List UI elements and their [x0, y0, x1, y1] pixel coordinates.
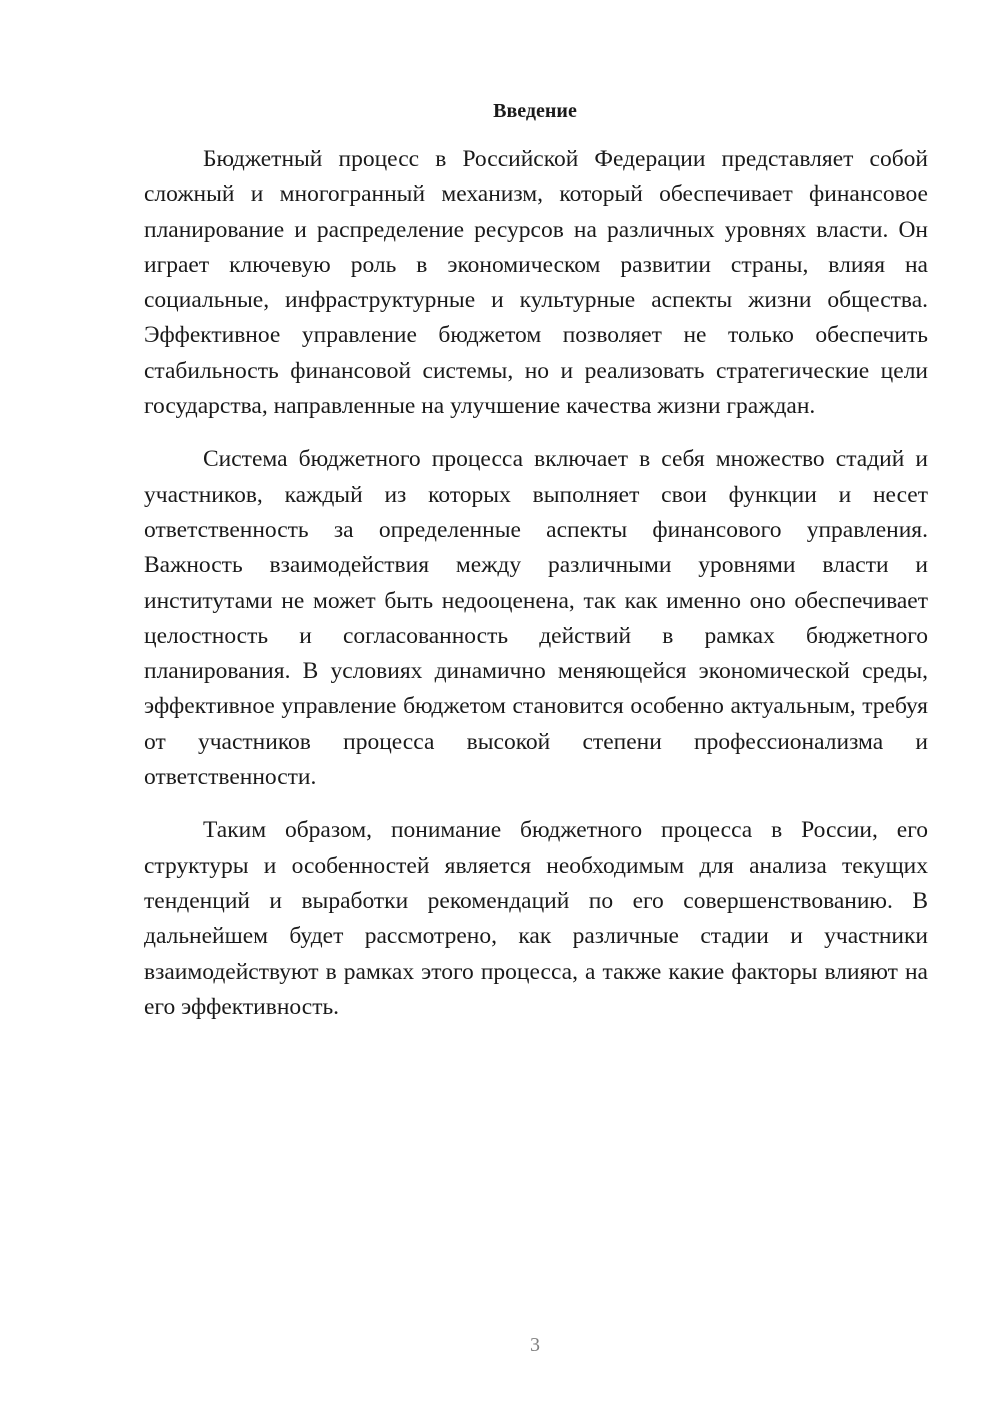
page-number: 3	[530, 1334, 540, 1356]
paragraph: Бюджетный процесс в Российской Федерации представляет собой сложный и многогранный механизм, который обеспечивает финансовое планирование и распределение ресурсов на различных уровнях власти. Он играет ключевую роль в экономическом развитии страны, влияя на социальные, инфраструктурные и культурные аспекты жизни общества. Эффективное управление бюджетом позволяет не только обеспечить стабильность финансовой системы, но и реализовать стратегические цели государства, направленные на улучшение качества жизни граждан.	[144, 146, 928, 420]
body-text	[144, 142, 928, 1043]
paragraph: Таким образом, понимание бюджетного процесса в России, его структуры и особенностей является необходимым для анализа текущих тенденций и выработки рекомендаций по его совершенствованию. В дальнейшем будет рассмотрено, как различные стадии и участники взаимодействуют в рамках этого процесса, а также какие факторы влияют на его эффективность.	[144, 817, 928, 1020]
section-heading: Введение	[493, 100, 577, 122]
paragraph: Система бюджетного процесса включает в себя множество стадий и участников, каждый из которых выполняет свои функции и несет ответственность за определенные аспекты финансового управления. Важность взаимодействия между различными уровнями власти и институтами не может быть недооценена, так как именно оно обеспечивает целостность и согласованность действий в рамках бюджетного планирования. В условиях динамично меняющейся экономической среды, эффективное управление бюджетом становится особенно актуальным, требуя от участников процесса высокой степени профессионализма и ответственности.	[144, 446, 928, 791]
